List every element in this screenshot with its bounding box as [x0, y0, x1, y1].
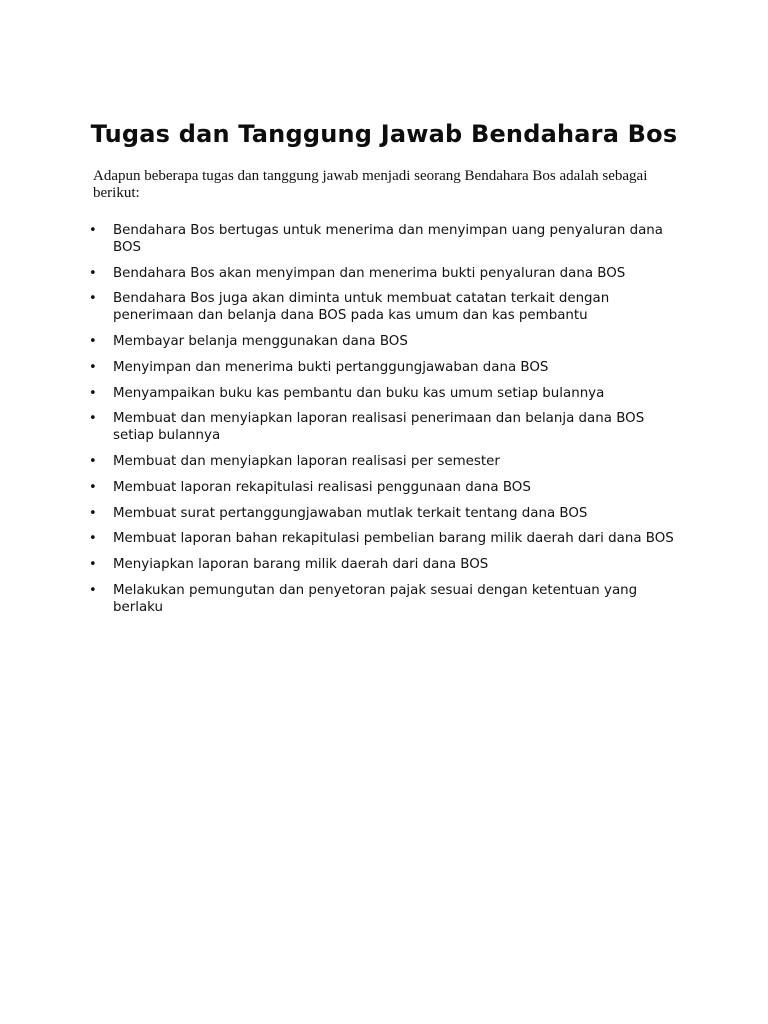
list-item — [89, 583, 679, 617]
list-item — [89, 360, 679, 377]
list-item-text: Membuat laporan bahan rekapitulasi pembelian barang milik daerah dari dana BOS — [113, 531, 674, 547]
list-item-text: Melakukan pemungutan dan penyetoran pajak sesuai dengan ketentuan yang berlaku — [113, 582, 638, 615]
list-item-text: Membuat surat pertanggungjawaban mutlak terkait tentang dana BOS — [113, 505, 588, 521]
list-item-text: Menyampaikan buku kas pembantu dan buku kas umum setiap bulannya — [113, 385, 605, 401]
list-item — [89, 557, 679, 574]
list-item — [89, 386, 679, 403]
page-title: Tugas dan Tanggung Jawab Bendahara Bos — [90, 120, 678, 148]
list-item — [89, 411, 679, 445]
list-item — [89, 334, 679, 351]
list-item-text: Bendahara Bos juga akan diminta untuk membuat catatan terkait dengan penerimaan dan belanja dana BOS pada kas umum dan kas pembantu — [113, 291, 610, 324]
list-item — [89, 506, 679, 523]
bullet-icon: • — [89, 333, 97, 349]
list-item-text: Membuat laporan rekapitulasi realisasi penggunaan dana BOS — [113, 479, 531, 495]
bullet-icon: • — [89, 385, 97, 401]
bullet-icon: • — [89, 265, 97, 281]
list-item — [89, 454, 679, 471]
list-item — [89, 480, 679, 497]
bullet-icon: • — [89, 453, 97, 469]
bullet-icon: • — [89, 359, 97, 375]
list-item-text: Menyiapkan laporan barang milik daerah dari dana BOS — [113, 557, 489, 573]
bullet-icon: • — [89, 557, 97, 573]
bullet-icon: • — [89, 531, 97, 547]
bullet-icon: • — [89, 291, 97, 307]
bullet-icon: • — [89, 223, 97, 238]
list-item-text: Membayar belanja menggunakan dana BOS — [113, 333, 408, 349]
list-item — [89, 266, 679, 283]
bullet-icon: • — [89, 411, 97, 427]
bullet-icon: • — [89, 582, 97, 598]
intro-paragraph: Adapun beberapa tugas dan tanggung jawab menjadi seorang Bendahara Bos adalah sebagai berikut: — [93, 168, 648, 201]
bullet-icon: • — [89, 479, 97, 495]
list-item-text: Menyimpan dan menerima bukti pertanggungjawaban dana BOS — [113, 359, 549, 375]
list-item-text: Bendahara Bos bertugas untuk menerima dan menyimpan uang penyaluran dana BOS — [113, 223, 663, 255]
bullet-icon: • — [89, 505, 97, 521]
list-item-text: Membuat dan menyiapkan laporan realisasi penerimaan dan belanja dana BOS setiap bulannya — [113, 411, 645, 444]
list-item-text: Bendahara Bos akan menyimpan dan menerima bukti penyaluran dana BOS — [113, 265, 626, 281]
list-item — [89, 223, 679, 257]
list-item-text: Membuat dan menyiapkan laporan realisasi per semester — [113, 453, 500, 469]
duties-list — [89, 223, 679, 626]
list-item — [89, 531, 679, 548]
list-item — [89, 291, 679, 325]
